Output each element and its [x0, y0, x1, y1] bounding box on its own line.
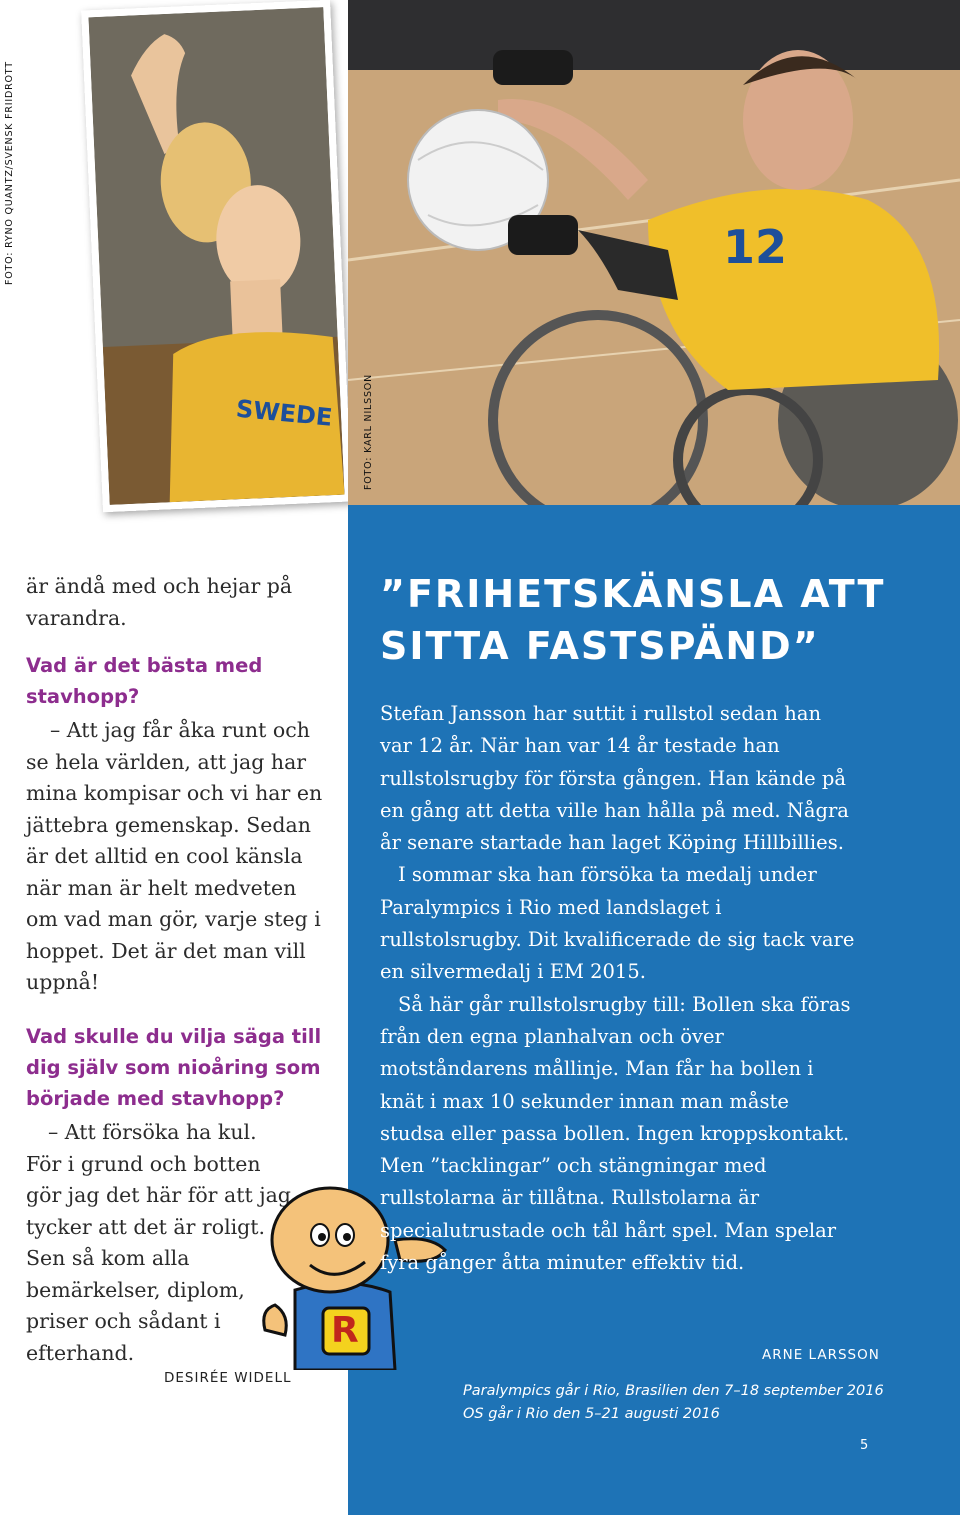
mascot-shirt-letter: R	[331, 1310, 359, 1351]
page-number: 5	[860, 1438, 869, 1453]
question-1: Vad är det bästa med stavhopp?	[26, 654, 263, 708]
athlete-photo-right	[348, 0, 960, 505]
olympics-date: OS går i Rio den 5–21 augusti 2016	[463, 1406, 720, 1422]
athlete-photo-left	[81, 0, 352, 512]
athlete-illustration	[88, 7, 344, 505]
headline-line-2: SITTA FASTSPÄND”	[380, 624, 820, 668]
shirt-number: 12	[723, 220, 788, 274]
left-intro: är ändå med och hejar på varandra.	[26, 574, 293, 630]
left-byline: DESIRÉE WIDELL	[164, 1370, 292, 1386]
paralympics-date: Paralympics går i Rio, Brasilien den 7–18 september 2016	[463, 1383, 884, 1399]
right-byline: ARNE LARSSON	[762, 1347, 880, 1363]
article-paragraph-1: Stefan Jansson har suttit i rullstol sedan han var 12 år. När han var 14 år testade han rullstolsrugby för första gången. Han kände på en gång att detta ville han hålla på med. Några år senare startade han laget Köping Hillbillies.	[380, 702, 849, 855]
shirt-text: SWEDE	[234, 394, 334, 432]
question-2: Vad skulle du vilja säga till dig själv som nioåring som började med stavhopp?	[26, 1025, 322, 1110]
left-photo-credit: FOTO: RYNO QUANTZ/SVENSK FRIIDROTT	[4, 61, 15, 285]
article-body	[380, 698, 855, 1279]
answer-2: – Att försöka ha kul. För i grund och botten gör jag det här för att jag tycker att det är roligt. Sen så kom alla bemärkelser, diplom, priser och sådant i efterhand.	[26, 1120, 291, 1365]
article-paragraph-3: Så här går rullstolsrugby till: Bollen ska föras från den egna planhalvan och över motståndarens mållinje. Man får ha bollen i knät i max 10 sekunder innan man måste studsa eller passa bollen. Ingen kroppskontakt. Men ”tacklingar” och stängningar med rullstolarna är tillåtna. Rullstolarna är specialutrustade och tål hårt spel. Man spelar fyra gånger åtta minuter effektiv tid.	[380, 992, 851, 1275]
wheelchair-rugby-illustration	[348, 0, 960, 505]
headline-line-1: ”FRIHETSKÄNSLA ATT	[380, 572, 886, 616]
event-dates	[463, 1380, 903, 1426]
article-paragraph-2: I sommar ska han försöka ta medalj under Paralympics i Rio med landslaget i rullstolsrugby. Dit kvalificerade de sig tack vare en silvermedalj i EM 2015.	[380, 863, 855, 984]
right-photo-credit: FOTO: KARL NILSSON	[363, 374, 374, 490]
answer-1: – Att jag får åka runt och se hela världen, att jag har mina kompisar och vi har en jättebra gemenskap. Sedan är det alltid en cool känsla när man är helt medveten om vad man gör, varje steg i hoppet. Det är det man vill uppnå!	[26, 718, 323, 994]
